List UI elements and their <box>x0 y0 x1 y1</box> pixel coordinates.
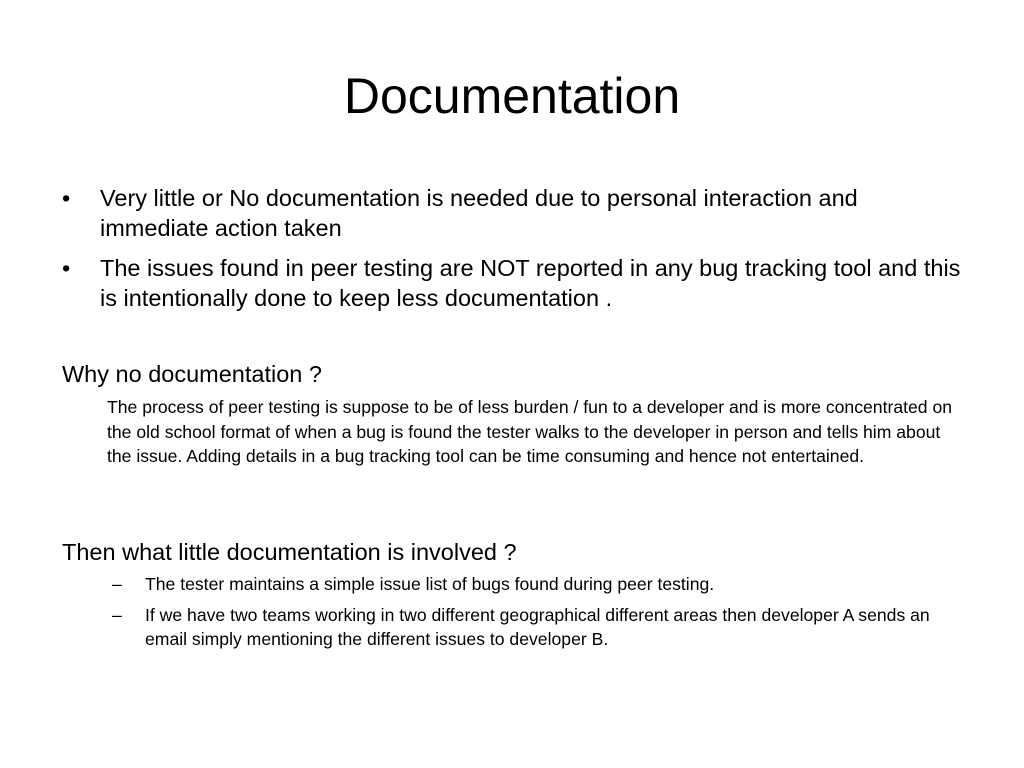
bullet-marker: • <box>62 185 71 211</box>
sub-item <box>112 572 972 597</box>
why-heading: Why no documentation ? <box>62 361 322 387</box>
bullet-marker: • <box>62 255 71 281</box>
bullet-item <box>62 183 962 243</box>
sub-item <box>112 603 972 652</box>
dash-marker: – <box>112 574 122 594</box>
sub-item-text: The tester maintains a simple issue list of bugs found during peer testing. <box>145 574 715 594</box>
bullet-item <box>62 253 962 313</box>
why-paragraph: The process of peer testing is suppose to be of less burden / fun to a developer and is more concentrated on the old school format of when a bug is found the tester walks to the developer in person and tells him about the issue. Adding details in a bug tracking tool can be time consuming and hence not entertained. <box>107 397 953 466</box>
then-heading: Then what little documentation is involved ? <box>62 539 517 565</box>
slide-title: Documentation <box>343 68 681 124</box>
bullet-list <box>62 183 962 323</box>
dash-marker: – <box>112 604 122 625</box>
bullet-text: The issues found in peer testing are NOT reported in any bug tracking tool and this is intentionally done to keep less documentation . <box>100 255 961 311</box>
bullet-text: Very little or No documentation is needed due to personal interaction and immediate action taken <box>100 185 858 241</box>
sub-item-text: If we have two teams working in two different geographical different areas then developer A sends an email simply mentioning the different issues to developer B. <box>145 604 930 649</box>
sub-item-list <box>112 572 972 658</box>
